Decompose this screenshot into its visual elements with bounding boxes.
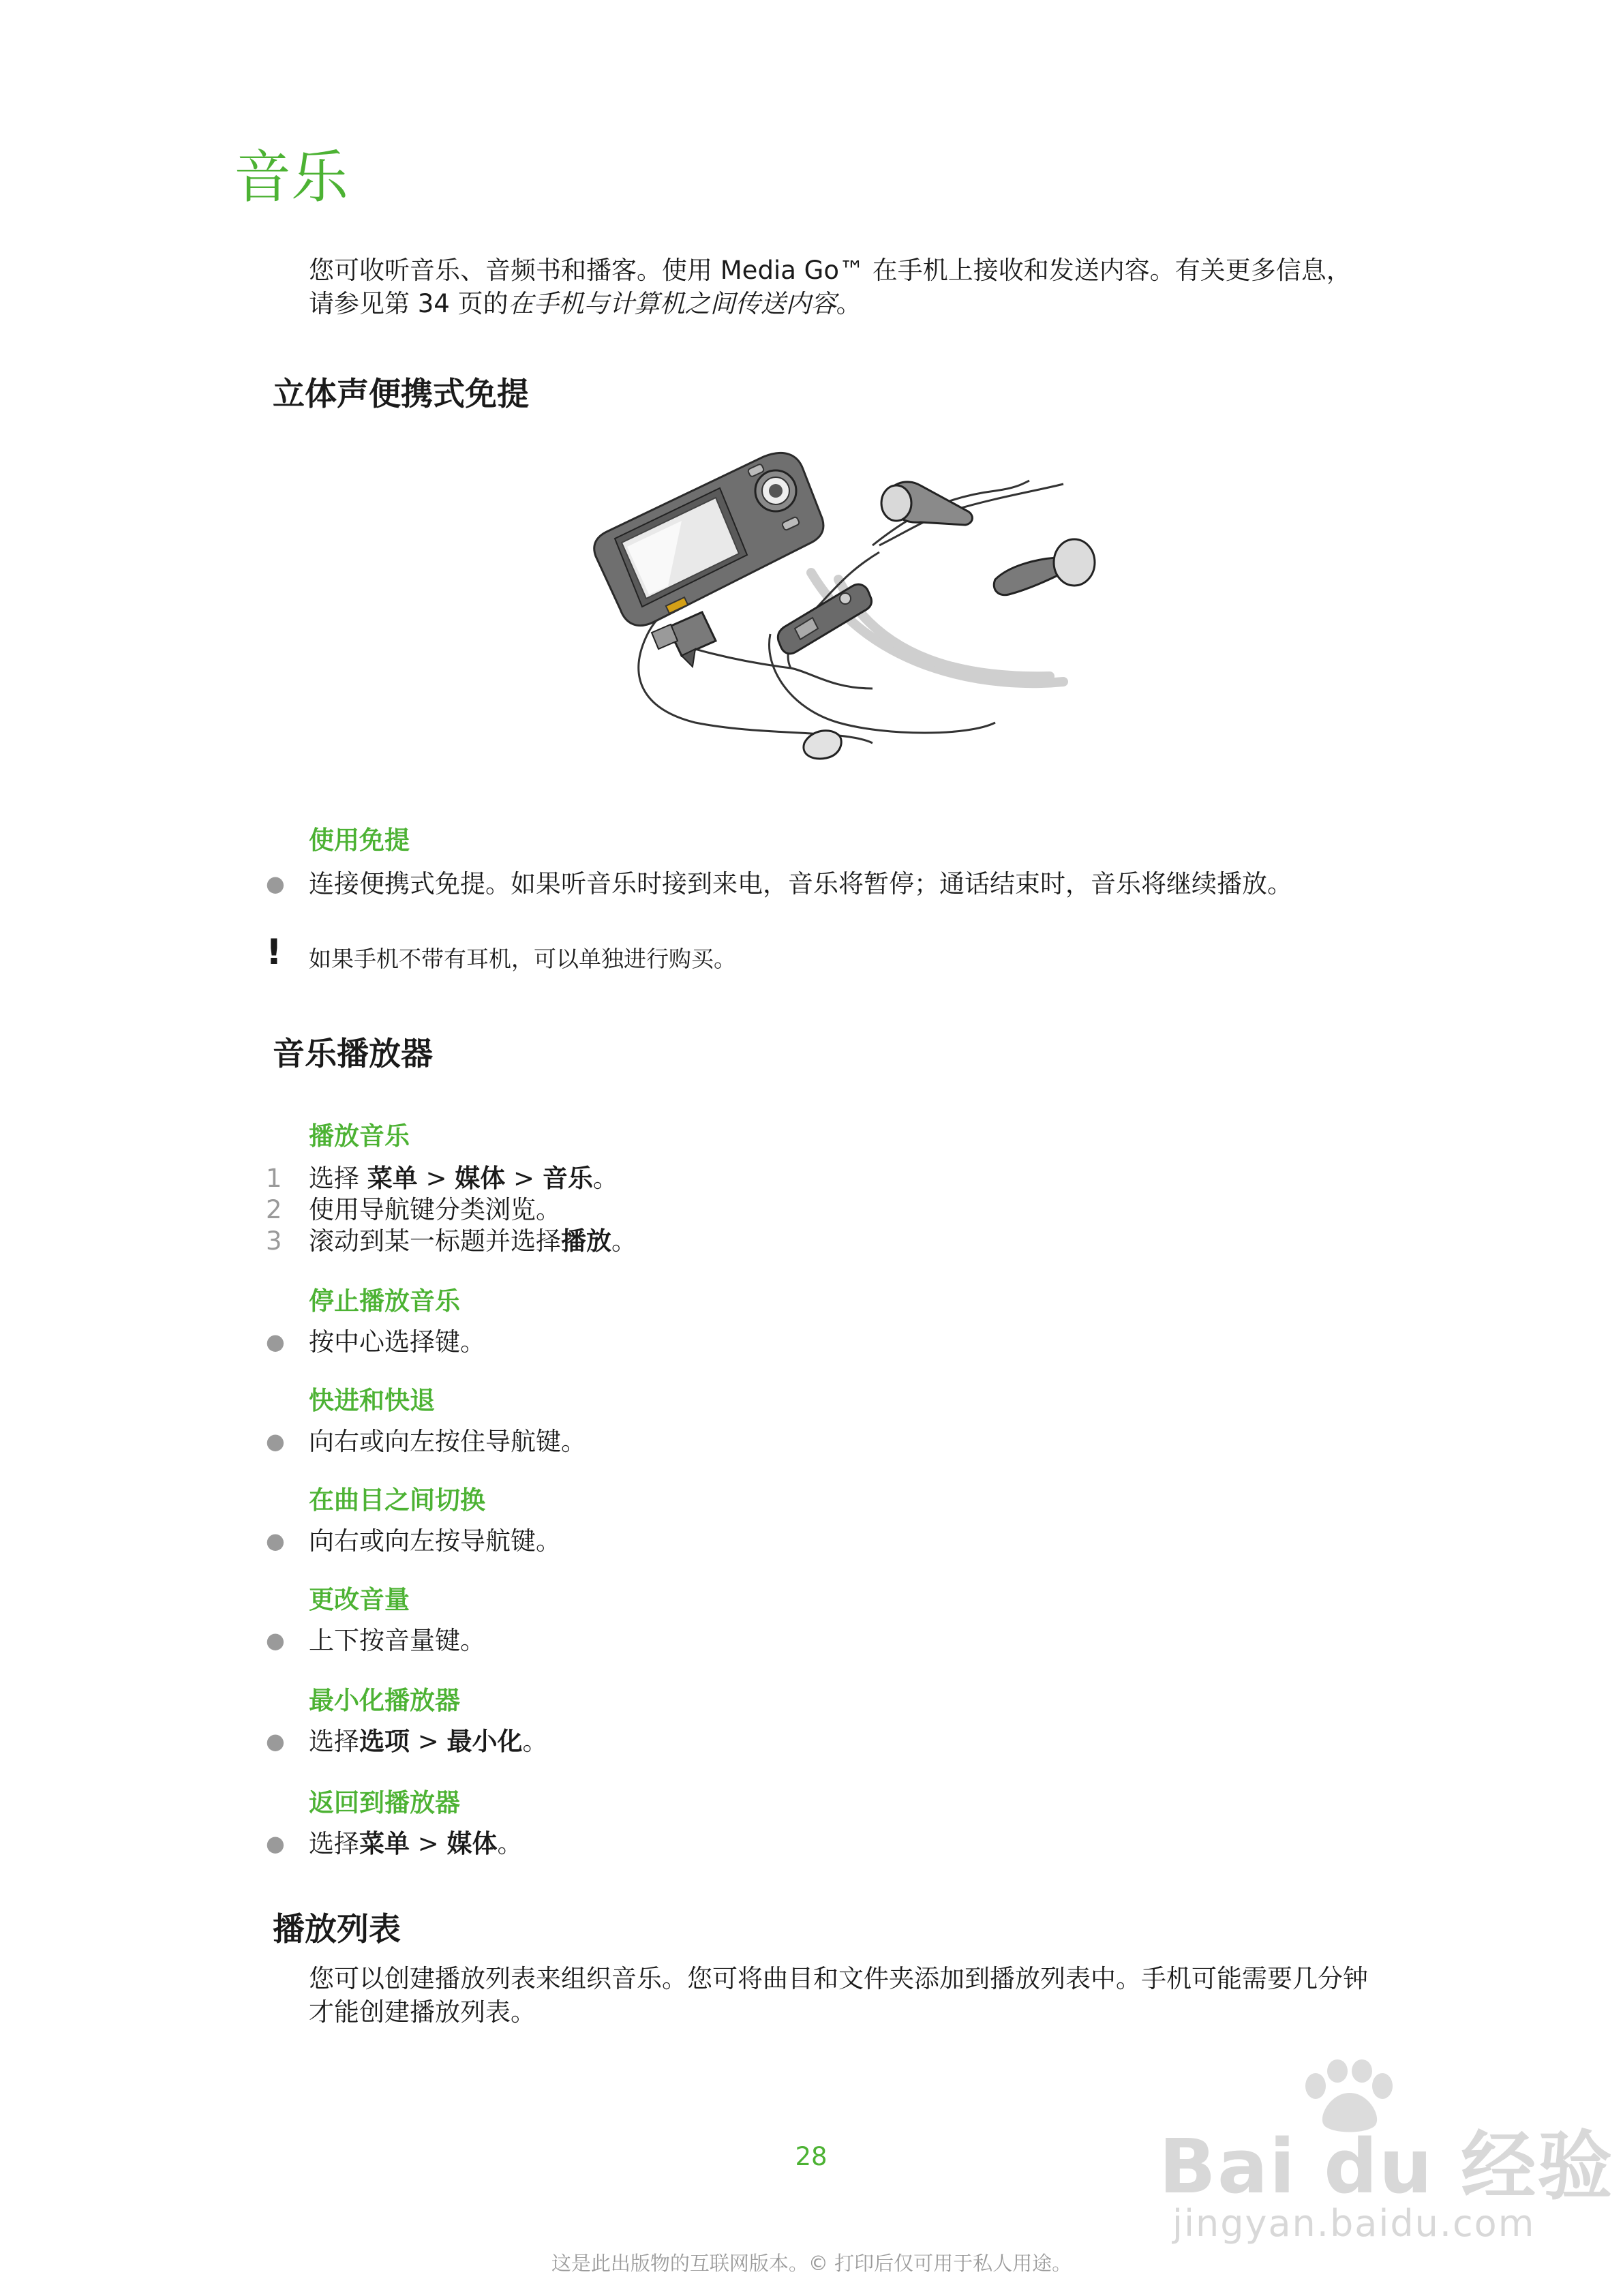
headset-illustration [586,443,1104,804]
step-number: 3 [266,1226,282,1256]
intro-reference-link[interactable]: 在手机与计算机之间传送内容 [508,289,836,318]
bullet-dot-icon: ● [266,1428,285,1454]
section-heading-playlists: 播放列表 [273,1911,401,1948]
intro-end: 。 [836,289,862,318]
bullet-text: 选择选项 > 最小化。 [309,1727,548,1756]
subheading-fast-forward-rewind: 快进和快退 [309,1386,435,1415]
subheading-change-volume: 更改音量 [309,1585,410,1614]
subheading-use-handsfree: 使用免提 [309,826,410,855]
bullet-dot-icon: ● [266,871,285,896]
bullet-text: 按中心选择键。 [309,1327,485,1357]
step-text: 选择 菜单 > 媒体 > 音乐。 [309,1164,618,1193]
watermark-url: jingyan.baidu.com [1172,2202,1536,2245]
page-number: 28 [795,2142,828,2171]
intro-paragraph [309,254,1372,320]
intro-text: 您可收听音乐、音频书和播客。使用 Media Go™ 在手机上接收和发送内容。有关更多信息，请参见第 34 页的 [309,256,1352,318]
section-heading-headset: 立体声便携式免提 [273,376,529,413]
subheading-switch-tracks: 在曲目之间切换 [309,1485,485,1515]
bullet-dot-icon: ● [266,1329,285,1355]
bullet-text: 选择菜单 > 媒体。 [309,1829,523,1858]
subheading-return-to-player: 返回到播放器 [309,1788,460,1817]
exclamation-icon: ! [266,932,282,973]
section-heading-music-player: 音乐播放器 [273,1036,433,1073]
bullet-text: 向右或向左按导航键。 [309,1526,561,1556]
step-text: 滚动到某一标题并选择播放。 [309,1226,637,1256]
bullet-dot-icon: ● [266,1830,285,1856]
step-text: 使用导航键分类浏览。 [309,1195,561,1224]
bullet-text: 连接便携式免提。如果听音乐时接到来电，音乐将暂停；通话结束时，音乐将继续播放。 [309,869,1292,898]
bullet-dot-icon: ● [266,1728,285,1754]
watermark-brand: Bai du 经验 [1159,2123,1614,2210]
subheading-stop-music: 停止播放音乐 [309,1286,460,1316]
subheading-minimize-player: 最小化播放器 [309,1686,460,1715]
step-number: 1 [266,1164,282,1193]
note-text: 如果手机不带有耳机，可以单独进行购买。 [309,946,736,972]
playlist-paragraph: 您可以创建播放列表来组织音乐。您可将曲目和文件夹添加到播放列表中。手机可能需要几分钟才能创建播放列表。 [309,1964,1368,2027]
bullet-dot-icon: ● [266,1528,285,1554]
subheading-play-music: 播放音乐 [309,1121,410,1151]
footer-text: 这是此出版物的互联网版本。© 打印后仅可用于私人用途。 [551,2252,1072,2275]
bullet-dot-icon: ● [266,1627,285,1653]
bullet-text: 向右或向左按住导航键。 [309,1427,586,1456]
page-title: 音乐 [234,144,349,211]
bullet-text: 上下按音量键。 [309,1626,485,1655]
step-number: 2 [266,1195,282,1224]
list-item [266,867,1391,935]
